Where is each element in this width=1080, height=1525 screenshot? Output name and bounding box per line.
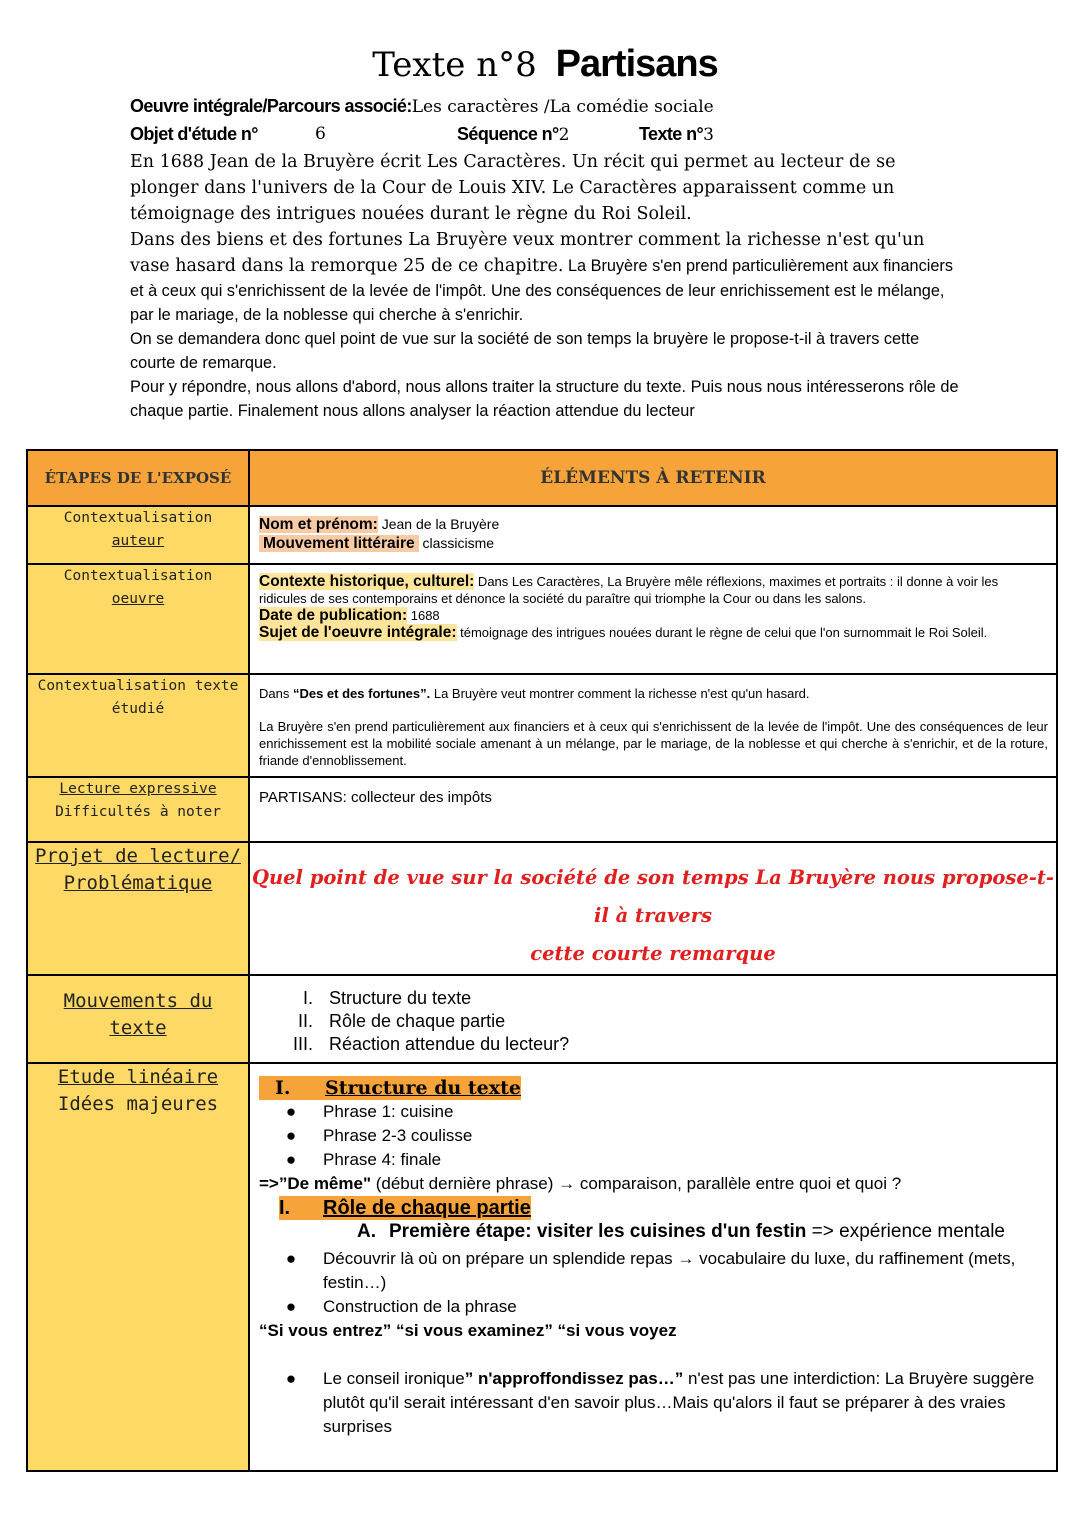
chapter-title: “Des et des fortunes”.: [292, 686, 431, 701]
title-number: Texte n°8: [372, 45, 537, 85]
oeuvre-value: Les caractères /La comédie sociale: [411, 97, 714, 117]
row-projet: [27, 842, 1057, 975]
list-item: ● Le conseil ironique” n'approffondissez pas…” n'est pas une interdiction: La Bruyère suggère plutôt qu'il serait intéressant d'en savoir plus…Mais qu'alors il faut se préparer à des vraies surprises: [285, 1369, 1035, 1436]
quote-line: “Si vous entrez” “si vous examinez” “si vous voyez: [259, 1321, 677, 1340]
content-auteur: [249, 506, 1057, 564]
date-label: Date de publication:: [259, 607, 408, 624]
mouvement-item: I. Structure du texte: [302, 988, 472, 1008]
texte-value: 3: [703, 125, 714, 145]
table-header-row: [27, 450, 1057, 506]
page-title: [130, 40, 960, 89]
content-lecture: PARTISANS: collecteur des impôts: [249, 777, 1057, 842]
texte-label: Texte n°: [639, 124, 704, 144]
nom-label: Nom et prénom:: [259, 516, 378, 533]
objet-line: [130, 121, 960, 149]
row-auteur: [27, 506, 1057, 564]
content-mouvements: [249, 975, 1057, 1063]
list-item: ● Phrase 4: finale: [285, 1150, 442, 1169]
row-lecture: [27, 777, 1057, 842]
oeuvre-label: Oeuvre intégrale/Parcours associé:: [130, 96, 412, 116]
mouvement-item: II. Rôle de chaque partie: [297, 1011, 506, 1031]
subsection-a: A. Première étape: visiter les cuisines d'un festin => expérience mentale: [357, 1221, 1005, 1242]
intro-paragraph-1: En 1688 Jean de la Bruyère écrit Les Caractères. Un récit qui permet au lecteur de se plonger dans l'univers de la Cour de Louis XIV. Le Caractères apparaissent comme un témoignage des intrigues nouées durant le règne du Roi Soleil.: [130, 152, 896, 224]
section-heading-role: I. Rôle de chaque partie: [279, 1197, 531, 1219]
head-etapes: ÉTAPES DE L'EXPOSÉ: [27, 450, 249, 506]
sujet-label: Sujet de l'oeuvre intégrale:: [259, 624, 457, 641]
problematique: Quel point de vue sur la société de son temps La Bruyère nous propose-t-il à travers cette courte remarque: [249, 842, 1057, 975]
contexte-value: Dans Les Caractères, La Bruyère mêle réflexions, maximes et portraits : il donne à voir les ridicules de ses contemporains et dénonce la société du paraître qui triomphe la Cour ou dans les salons.: [259, 574, 999, 606]
label-texte: Contextualisation texte étudié: [27, 674, 249, 777]
expose-table: [26, 449, 1058, 1472]
list-item: ● Phrase 1: cuisine: [285, 1102, 454, 1121]
label-auteur: Contextualisation auteur: [27, 506, 249, 564]
sujet-value: témoignage des intrigues nouées durant le règne de celui que l'on surnommait le Roi Soleil.: [456, 625, 988, 640]
objet-value: 6: [315, 124, 326, 144]
label-mouvements: Mouvements du texte: [27, 975, 249, 1063]
date-value: 1688: [407, 608, 440, 623]
content-etude: [249, 1063, 1057, 1471]
list-item: ● Construction de la phrase: [285, 1297, 517, 1316]
row-oeuvre: [27, 564, 1057, 674]
label-oeuvre: Contextualisation oeuvre: [27, 564, 249, 674]
contexte-label: Contexte historique, culturel:: [259, 573, 475, 590]
mouvement-label: Mouvement littéraire: [259, 535, 419, 552]
row-etude: [27, 1063, 1057, 1471]
intro-paragraph-2b: La Bruyère s'en prend particulièrement aux financiers et à ceux qui s'enrichissent de la levée de l'impôt. Une des conséquences de leur enrichissement est le mélange, par le mariage, de la noblesse qui cherche à s'enrichir.: [130, 257, 953, 324]
document-header: [130, 40, 960, 423]
texte-paragraph: La Bruyère s'en prend particulièrement aux financiers et à ceux qui s'enrichissent de la levée de l'impôt. Une des conséquences de leur enrichissement est la mobilité sociale amenant à un mélange, par le mariage, de la noblesse et qui cherche à s'enrichir, et de la roture, friande d'ennoblissement.: [259, 719, 1048, 768]
label-etude: Etude linéaire Idées majeures: [27, 1063, 249, 1471]
sequence-value: 2: [558, 125, 570, 145]
head-elements: ÉLÉMENTS À RETENIR: [249, 450, 1057, 506]
intro-paragraph-4: Pour y répondre, nous allons d'abord, nous allons traiter la structure du texte. Puis nous nous intéresserons rôle de chaque partie. Finalement nous allons analyser la réaction attendue du lecteur: [130, 378, 959, 420]
list-item: ● Phrase 2-3 coulisse: [285, 1126, 473, 1145]
label-lecture: Lecture expressive Difficultés à noter: [27, 777, 249, 842]
row-mouvements: [27, 975, 1057, 1063]
content-oeuvre: [249, 564, 1057, 674]
mouvement-value: classicisme: [418, 535, 495, 551]
content-texte: Dans “Des et des fortunes”. La Bruyère veut montrer comment la richesse n'est qu'un hasard. La Bruyère s'en prend particulièrement aux financiers et à ceux qui s'enrichissent de la levée de l'impôt. Une des conséquences de leur enrichissement est la mobilité sociale amenant à un mélange, par le mariage, de la noblesse et qui cherche à s'enrichir, et de la roture, friande d'ennoblissement.: [249, 674, 1057, 777]
mouvement-item: III. Réaction attendue du lecteur?: [292, 1034, 570, 1054]
objet-label: Objet d'étude n°: [130, 124, 258, 144]
de-meme-note: =>”De même" (début dernière phrase) → comparaison, parallèle entre quoi et quoi ?: [259, 1174, 902, 1193]
list-item: ● Découvrir là où on prépare un splendide repas → vocabulaire du luxe, du raffinement (mets, festin…): [285, 1249, 1016, 1292]
label-projet: Projet de lecture/ Problématique: [27, 842, 249, 975]
sequence-label: Séquence n°: [457, 124, 559, 144]
intro-paragraph-2: Dans des biens et des fortunes La Bruyère veux montrer comment la richesse n'est qu'un vase hasard dans la remorque 25 de ce chapitre.: [130, 230, 925, 276]
nom-value: Jean de la Bruyère: [377, 516, 500, 532]
section-heading-structure: I. Structure du texte: [259, 1076, 1048, 1100]
title-name: Partisans: [555, 43, 718, 85]
intro-paragraph-3: On se demandera donc quel point de vue sur la société de son temps la bruyère le propose-t-il à travers cette courte de remarque.: [130, 330, 920, 372]
oeuvre-line: [130, 93, 960, 121]
row-texte: [27, 674, 1057, 777]
